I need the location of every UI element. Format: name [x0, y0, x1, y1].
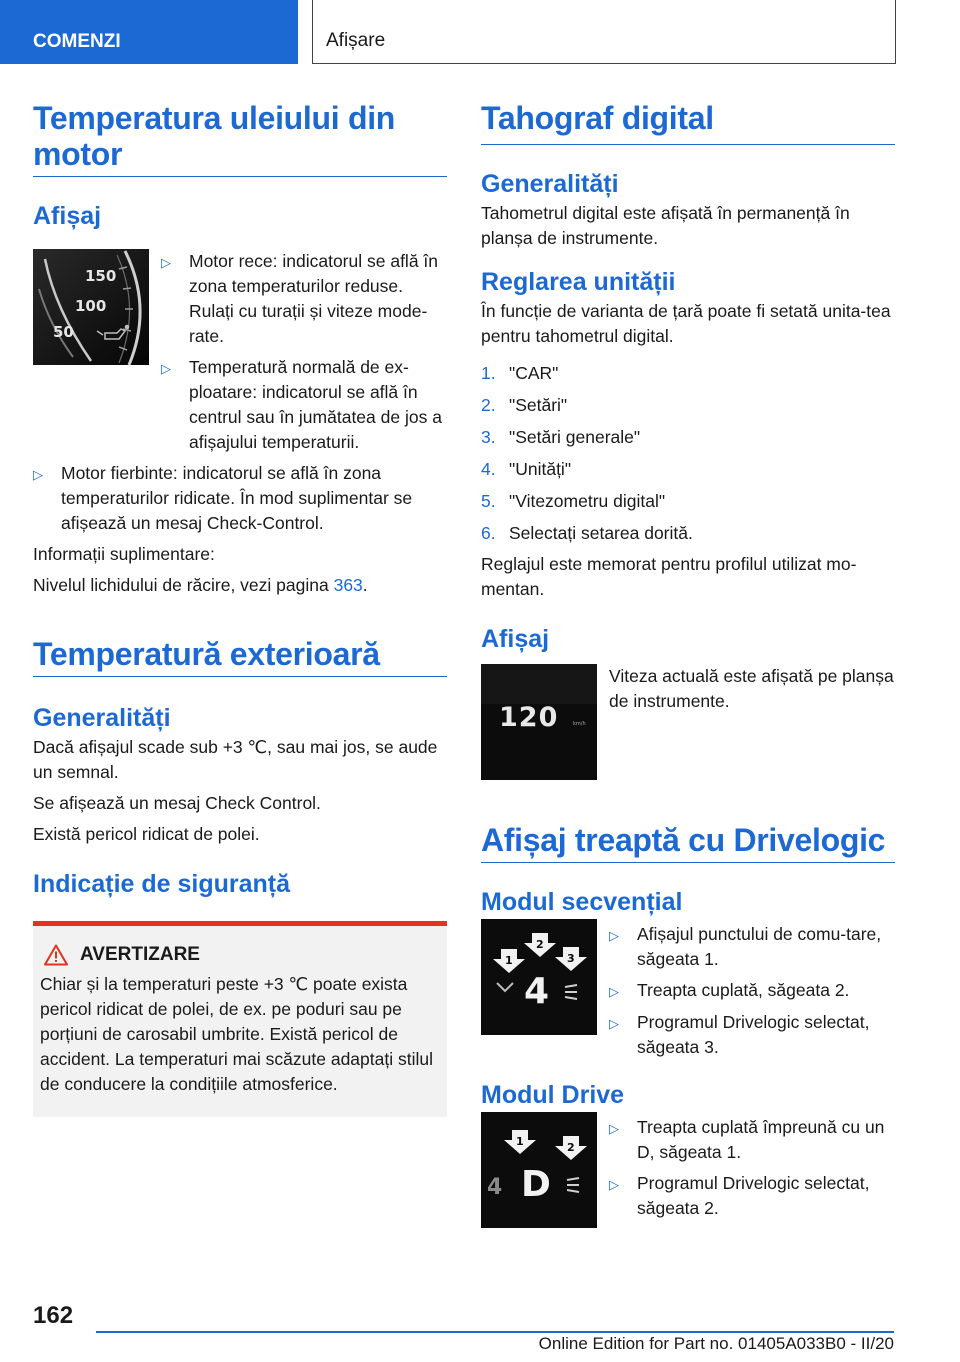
oil-figure-text — [149, 249, 447, 455]
page-number: 162 — [33, 1302, 74, 1329]
triangle-bullet-icon: ▷ — [161, 255, 171, 270]
list-item: ▷ Treapta cuplată, săgeata 2. — [609, 978, 895, 1004]
chapter-title: Afișare — [312, 0, 896, 64]
gauge-label-100: 100 — [75, 297, 107, 315]
triangle-bullet-icon: ▷ — [609, 1121, 619, 1136]
speed-unit: km/h — [573, 721, 586, 727]
heading-digital-tachograph: Tahograf digital — [481, 100, 895, 145]
digital-speed-image — [481, 664, 597, 780]
speed-figure-row — [481, 664, 895, 780]
footer-divider — [96, 1331, 894, 1333]
drive-letter: D — [521, 1164, 551, 1205]
heading-general: Generalități — [33, 704, 171, 732]
left-column — [33, 100, 447, 1117]
oil-figure-row — [33, 249, 447, 455]
list-item: 3. "Setări generale" — [481, 427, 641, 447]
oil-gauge-image — [33, 249, 149, 365]
sequential-mode-graphic — [481, 919, 597, 1035]
coolant-reference: Nivelul lichidului de răcire, vezi pagina 363. — [33, 575, 368, 595]
gear-number: 4 — [524, 971, 550, 1012]
steps-list — [481, 361, 895, 546]
list-item: 4. "Unități" — [481, 459, 572, 479]
heading-safety: Indicație de siguranță — [33, 870, 291, 898]
heading-oil-temperature: Temperatura uleiului din motor — [33, 100, 447, 177]
sequential-mode-image — [481, 919, 597, 1035]
list-item: ▷ Programul Drivelogic selectat, săgeata 2. — [609, 1171, 895, 1221]
sequential-figure-row — [481, 919, 895, 1060]
gauge-label-150: 150 — [85, 267, 117, 285]
warning-triangle-icon — [44, 944, 68, 966]
list-item: 1. "CAR" — [481, 363, 559, 383]
heading-units: Reglarea unității — [481, 268, 676, 296]
triangle-bullet-icon: ▷ — [609, 1016, 619, 1031]
sequential-figure-text — [597, 919, 895, 1060]
warning-header: AVERTIZARE — [40, 944, 440, 966]
arrow-2-label: 2 — [536, 938, 544, 951]
paragraph-ice: Există pericol ridicat de polei. — [33, 824, 260, 844]
section-tab: COMENZI — [0, 0, 298, 64]
heading-display: Afișaj — [33, 202, 102, 230]
heading-drive-mode: Modul Drive — [481, 1081, 625, 1109]
page-link[interactable]: 363 — [333, 575, 363, 595]
list-item: ▷ Temperatură normală de ex-ploatare: indicatorul se află în centrul sau în jumătatea de jos a afișajului temperaturii. — [161, 355, 447, 455]
list-item: ▷ Programul Drivelogic selectat, săgeata 3. — [609, 1010, 895, 1060]
list-item: ▷ Treapta cuplată împreună cu un D, săgeata 1. — [609, 1115, 895, 1165]
speed-value: 120 — [499, 702, 559, 733]
heading-sequential-mode: Modul secvențial — [481, 888, 683, 916]
info-extra: Informații suplimentare: — [33, 544, 215, 564]
paragraph-units: În funcție de varianta de țară poate fi setată unita-tea pentru tahometrul digital. — [481, 301, 891, 346]
heading-outside-temperature: Temperatură exterioară — [33, 636, 447, 677]
warning-text: Chiar și la temperaturi peste +3 ℃ poate exista pericol ridicat de polei, de ex. pe poduri sau pe porțiuni de carosabil umbrite. Există pericol de accident. La temperaturi mai scăzute adaptați stilul de conducere la condițiile atmosferice. — [40, 974, 433, 1094]
triangle-bullet-icon: ▷ — [33, 467, 43, 482]
gauge-label-50: 50 — [53, 323, 74, 341]
list-item: 6. Selectați setarea dorită. — [481, 523, 693, 543]
triangle-bullet-icon: ▷ — [609, 1177, 619, 1192]
drive-mode-image — [481, 1112, 597, 1228]
oil-gauge-graphic — [33, 249, 149, 365]
arrow-3-label: 3 — [567, 952, 575, 965]
edition-note: Online Edition for Part no. 01405A033B0 - II/20 — [538, 1334, 894, 1353]
paragraph-speed: Viteza actuală este afișată pe planșa de instrumente. — [609, 666, 894, 711]
triangle-bullet-icon: ▷ — [609, 928, 619, 943]
arrow-1-label: 1 — [516, 1135, 524, 1148]
drive-mode-graphic — [481, 1112, 597, 1228]
gear-number-small: 4 — [487, 1175, 503, 1200]
drive-figure-text — [597, 1112, 895, 1228]
heading-general: Generalități — [481, 170, 619, 198]
list-item: ▷ Afișajul punctului de comu-tare, săgeata 1. — [609, 922, 895, 972]
drive-figure-row — [481, 1112, 895, 1228]
digital-speed-graphic — [481, 664, 597, 780]
list-item: 2. "Setări" — [481, 395, 568, 415]
list-item: 5. "Vitezometru digital" — [481, 491, 666, 511]
triangle-bullet-icon: ▷ — [161, 361, 171, 376]
right-column — [481, 100, 895, 1228]
speed-figure-text — [597, 664, 895, 780]
paragraph-signal: Dacă afișajul scade sub +3 ℃, sau mai jos, se aude un semnal. — [33, 737, 438, 782]
arrow-2-label: 2 — [567, 1141, 575, 1154]
paragraph-check: Se afișează un mesaj Check Control. — [33, 793, 321, 813]
warning-box — [33, 921, 447, 1117]
list-item: ▷ Motor rece: indicatorul se află în zona temperaturilor reduse. Rulați cu turații și viteze mode-rate. — [161, 249, 447, 349]
triangle-bullet-icon: ▷ — [609, 984, 619, 999]
heading-display: Afișaj — [481, 625, 550, 653]
list-item: ▷ Motor fierbinte: indicatorul se află în zona temperaturilor ridicate. În mod suplimentar se afișează un mesaj Check-Control. — [33, 461, 447, 536]
paragraph-saved: Reglajul este memorat pentru profilul utilizat mo-mentan. — [481, 554, 857, 599]
arrow-1-label: 1 — [505, 954, 513, 967]
heading-drivelogic: Afișaj treaptă cu Drivelogic — [481, 822, 895, 863]
paragraph-general: Tahometrul digital este afișată în permanență în planșa de instrumente. — [481, 203, 850, 248]
